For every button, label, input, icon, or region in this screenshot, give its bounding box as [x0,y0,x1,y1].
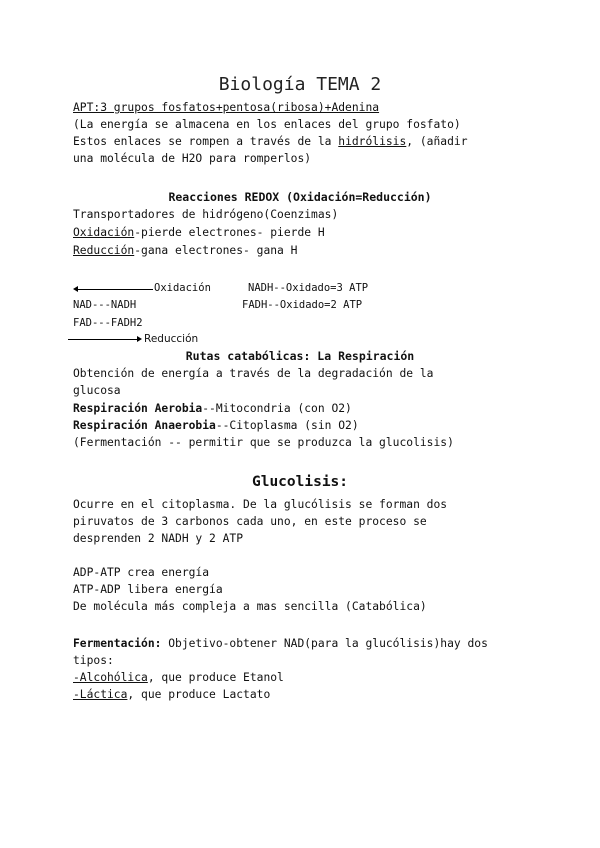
glucolisis-line-6: De molécula más compleja a mas sencilla (Catabólica) [73,600,427,613]
nad-label: NAD---NADH [73,299,137,311]
oxidation-arrow [77,289,153,290]
fermentacion-line-2: tipos: [73,654,114,667]
oxidacion-line [73,226,325,240]
intro-line-1: (La energía se almacena en los enlaces del grupo fosfato) [73,118,461,131]
alcoholica-line [73,671,284,685]
reduccion-line [73,244,297,258]
aerobia-line [73,402,352,416]
anaerobia-line [73,419,359,433]
anaerobia-desc: --Citoplasma (sin O2) [215,419,359,432]
reduccion-label: Reducción [144,333,199,345]
redox-heading: Reacciones REDOX (Oxidación=Reducción) [168,190,432,204]
oxidacion-desc: -pierde electrones- pierde H [134,226,325,239]
alcoholica-desc: , que produce Etanol [147,671,284,684]
alcoholica-term: -Alcohólica [73,671,148,684]
hidrolisis-term: hidrólisis [338,135,407,148]
fadh-label: FADH--Oxidado=2 ATP [242,299,363,311]
fermentacion-desc: Objetivo-obtener NAD(para la glucólisis)hay dos [161,637,488,650]
fermentacion-line [73,637,488,651]
rutas-line-2: glucosa [73,384,121,397]
oxidacion-label: Oxidación [154,282,211,294]
anaerobia-term: Respiración Anaerobia [73,419,216,432]
lactica-term: -Láctica [73,688,128,701]
glucolisis-heading: Glucolisis: [251,474,349,490]
aerobia-term: Respiración Aerobia [73,402,203,415]
apt-line: APT:3 grupos fosfatos+pentosa(ribosa)+Adenina [73,101,380,114]
page-title: Biología TEMA 2 [218,74,382,95]
rutas-line-1: Obtención de energía a través de la degradación de la [73,367,434,380]
lactica-line [73,688,270,702]
fermentacion-note: (Fermentación -- permitir que se produzca la glucolisis) [73,436,454,449]
reduction-arrow [68,339,138,340]
reduccion-desc: -gana electrones- gana H [134,244,298,257]
lactica-desc: , que produce Lactato [127,688,271,701]
intro-line-2 [73,135,468,149]
nadh-label: NADH--Oxidado=3 ATP [248,282,369,294]
glucolisis-line-5: ATP-ADP libera energía [73,583,223,596]
aerobia-desc: --Mitocondria (con O2) [202,402,352,415]
glucolisis-line-2: piruvatos de 3 carbonos cada uno, en este proceso se [73,515,427,528]
fad-label: FAD---FADH2 [73,317,143,329]
glucolisis-line-3: desprenden 2 NADH y 2 ATP [73,532,244,545]
intro-line-2b: , (añadir [406,135,468,148]
oxidacion-term: Oxidación [73,226,135,239]
glucolisis-line-1: Ocurre en el citoplasma. De la glucólisis se forman dos [73,498,448,511]
glucolisis-line-4: ADP-ATP crea energía [73,566,210,579]
intro-line-3: una molécula de H2O para romperlos) [73,152,312,165]
intro-line-2a: Estos enlaces se rompen a través de la [73,135,339,148]
reduccion-term: Reducción [73,244,135,257]
redox-line-1: Transportadores de hidrógeno(Coenzimas) [73,208,339,221]
fermentacion-term: Fermentación: [73,637,162,650]
rutas-heading: Rutas catabólicas: La Respiración [185,349,415,363]
